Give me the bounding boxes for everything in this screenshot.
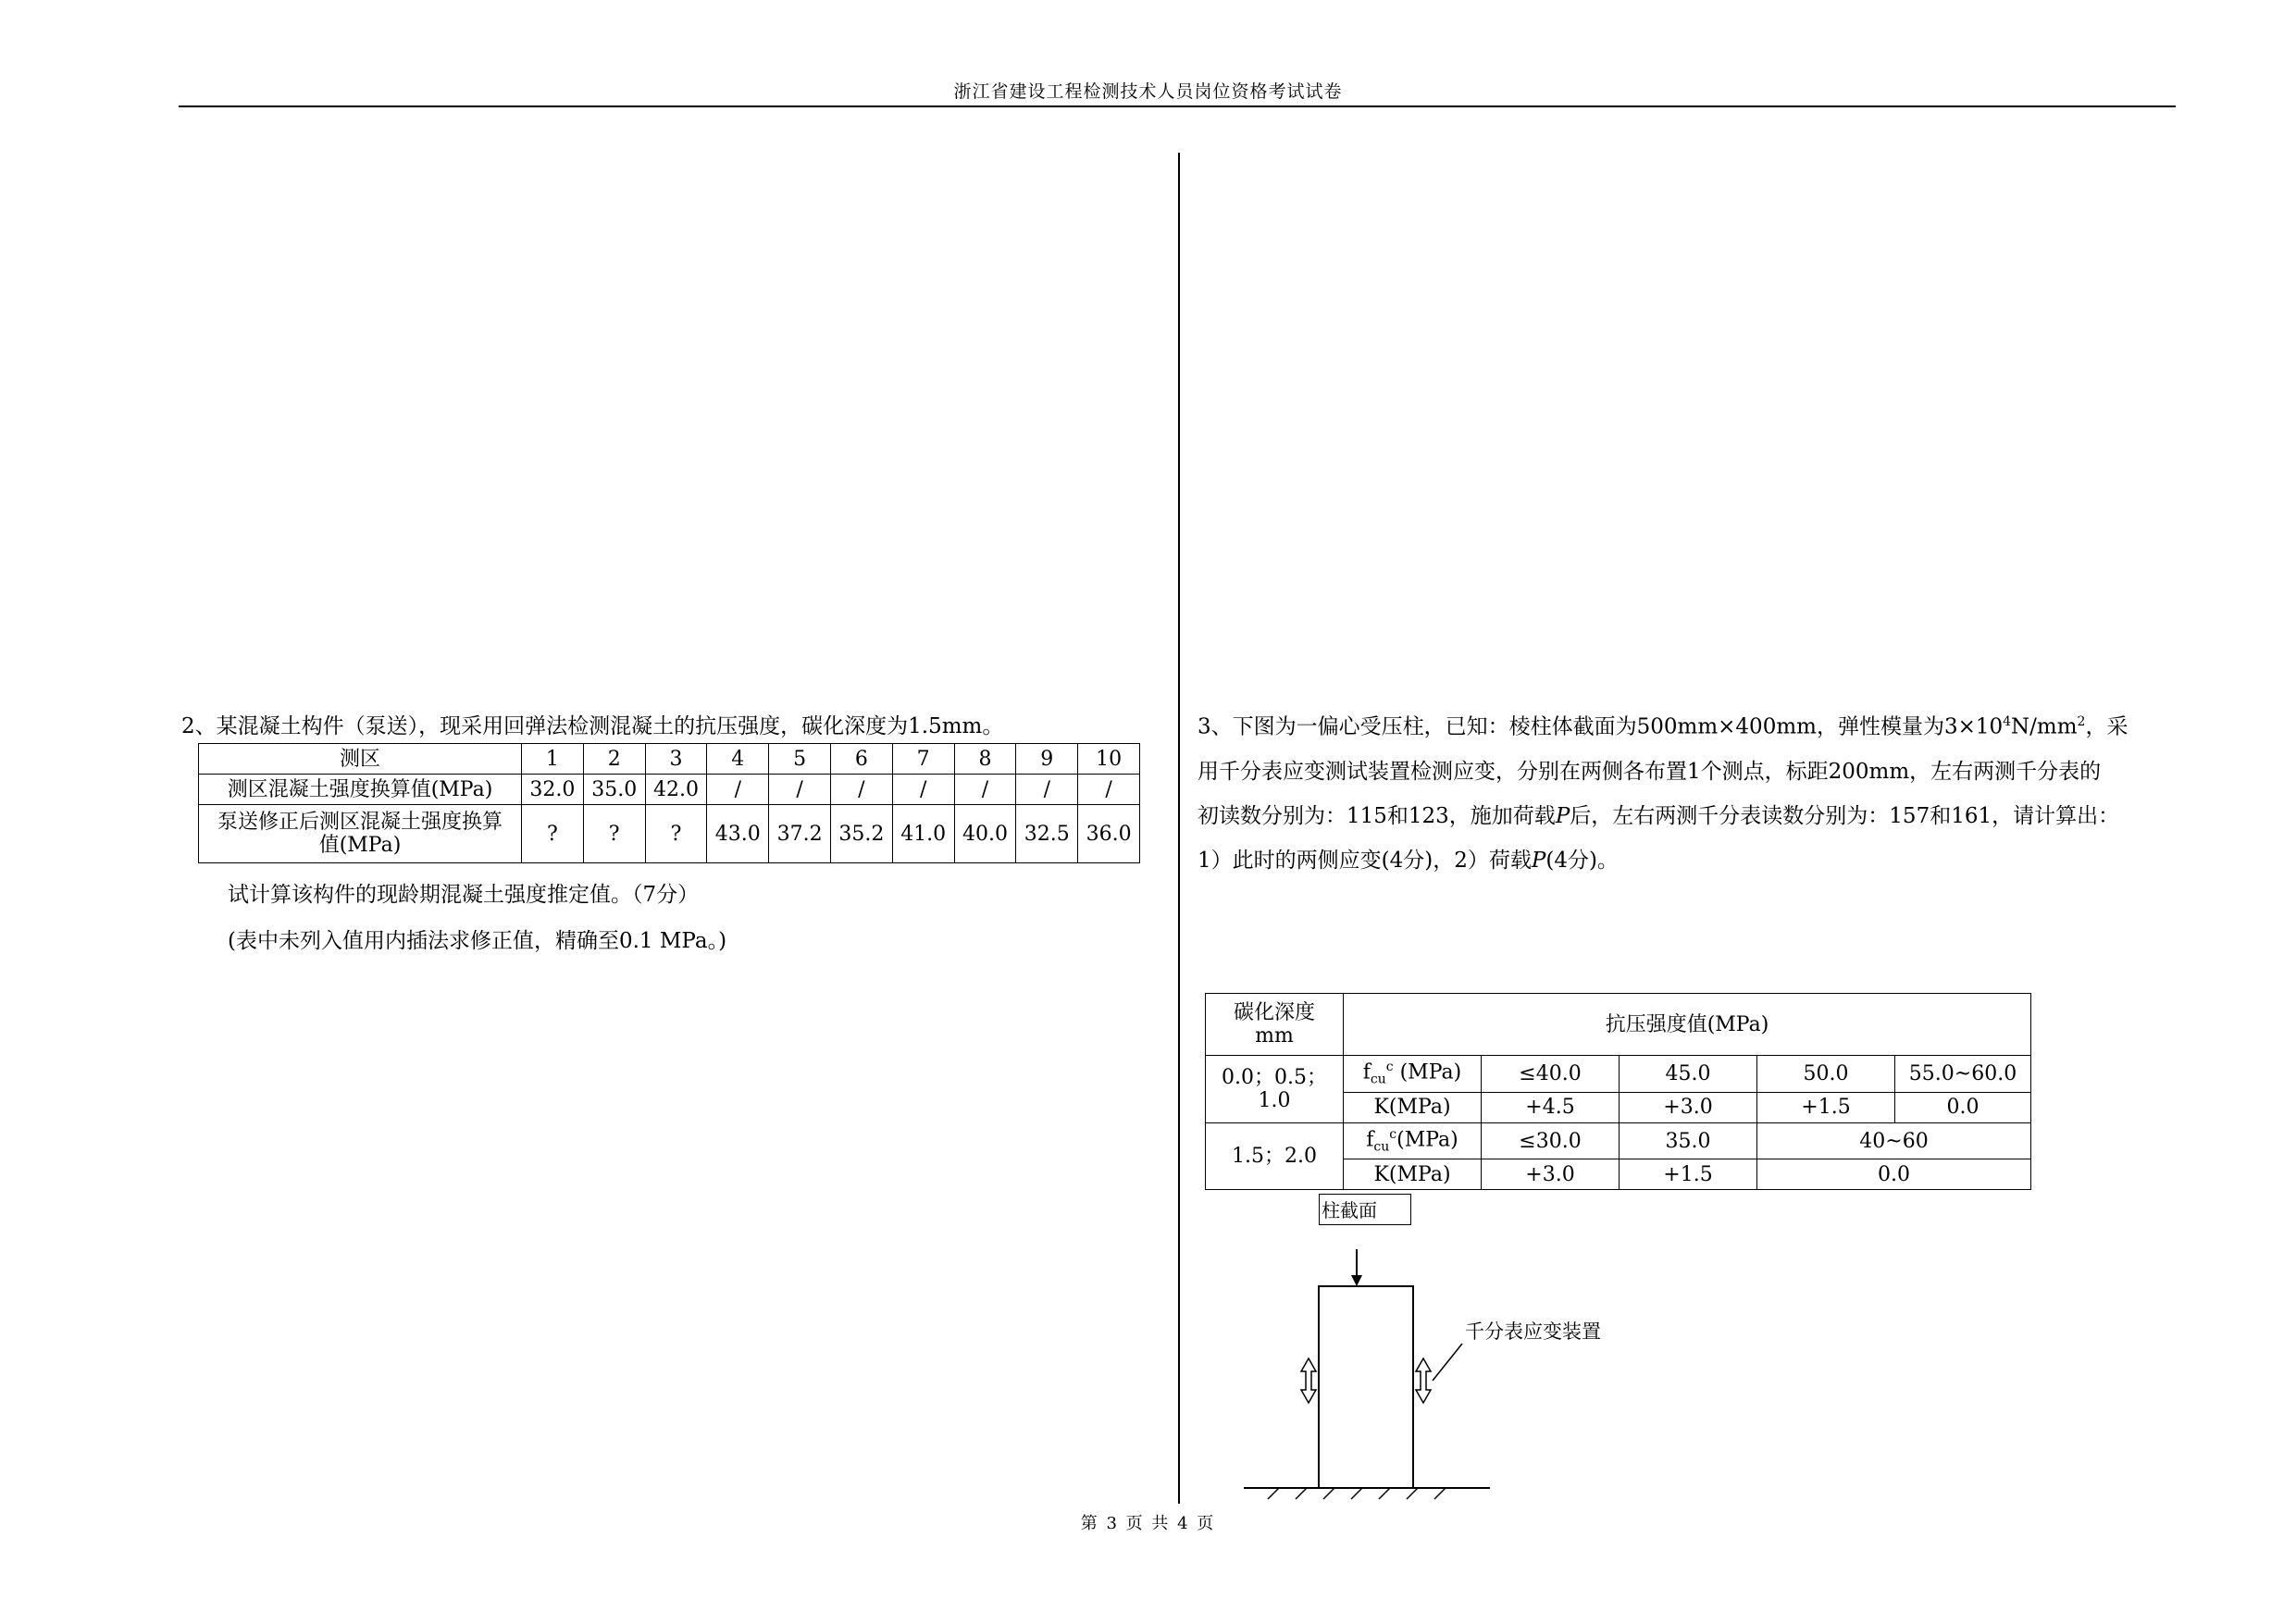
table-cell: +3.0 <box>1482 1159 1620 1190</box>
fcu-superscript: c <box>1389 1126 1397 1142</box>
table-cell: 泵送修正后测区混凝土强度换算值(MPa) <box>199 805 522 863</box>
table-cell: / <box>830 775 892 805</box>
q3-line1-end: ，采 <box>2085 714 2128 739</box>
table-cell: ≤30.0 <box>1482 1122 1620 1159</box>
q2-table <box>198 743 1140 863</box>
correction-table <box>1205 993 2031 1190</box>
table-cell: 35.0 <box>583 775 645 805</box>
q3-line1-text: 3、下图为一偏心受压柱，已知：棱柱体截面为500mm×400mm，弹性模量为3×10 <box>1198 714 2004 739</box>
column-diagram <box>1231 1221 1508 1508</box>
table-cell: 9 <box>1016 744 1078 775</box>
table-cell: 35.2 <box>830 805 892 863</box>
k-label: K(MPa) <box>1344 1092 1482 1122</box>
table-cell: / <box>892 775 954 805</box>
table-cell: / <box>1016 775 1078 805</box>
table-cell: ? <box>522 805 584 863</box>
table-cell: 37.2 <box>769 805 831 863</box>
carbonation-unit: mm <box>1255 1024 1294 1048</box>
q2-note: (表中未列入值用内插法求修正值，精确至0.1 MPa。) <box>228 929 727 953</box>
fcu-symbol: f <box>1362 1060 1371 1085</box>
q3-line1 <box>1198 700 2178 750</box>
q3-load-symbol: P <box>1555 803 1570 828</box>
table-row <box>199 775 1140 805</box>
table-cell: +4.5 <box>1482 1092 1620 1122</box>
ground-hatch <box>1268 1488 1446 1499</box>
column-divider <box>1178 153 1180 1504</box>
table-cell: 测区 <box>199 744 522 775</box>
table-cell: 7 <box>892 744 954 775</box>
fcu-subscript: cu <box>1373 1139 1390 1155</box>
table-row <box>1206 1122 2031 1159</box>
fcu-label <box>1344 1122 1482 1159</box>
table-cell: 42.0 <box>645 775 707 805</box>
table-cell: 6 <box>830 744 892 775</box>
q3-unit: N/mm <box>2011 714 2078 739</box>
table-cell: 2 <box>583 744 645 775</box>
fcu-subscript: cu <box>1370 1072 1386 1087</box>
q3-line4-b: (4分)。 <box>1545 848 1619 873</box>
k-label: K(MPa) <box>1344 1159 1482 1190</box>
q2-task: 试计算该构件的现龄期混凝土强度推定值。（7分） <box>228 883 700 907</box>
gauge-leader-line <box>1433 1344 1462 1381</box>
table-cell: 5 <box>769 744 831 775</box>
table-cell: ? <box>583 805 645 863</box>
right-gauge-icon <box>1416 1358 1431 1403</box>
strength-header: 抗压强度值(MPa) <box>1344 994 2031 1056</box>
table-cell: 36.0 <box>1078 805 1140 863</box>
table-cell: 32.0 <box>522 775 584 805</box>
table-cell: 35.0 <box>1620 1122 1757 1159</box>
table-cell: +1.5 <box>1620 1159 1757 1190</box>
q3-line3 <box>1198 794 2178 838</box>
page-number: 第 3 页 共 4 页 <box>1080 1514 1216 1533</box>
q3-load-symbol-2: P <box>1531 848 1546 873</box>
q3-exponent: 4 <box>2003 714 2012 729</box>
gauge-label: 千分表应变装置 <box>1465 1320 1601 1343</box>
table-cell: +1.5 <box>1757 1092 1895 1122</box>
table-row <box>1206 994 2031 1056</box>
q2-text: 2、某混凝土构件（泵送），现采用回弹法检测混凝土的抗压强度，碳化深度为1.5mm。 <box>181 714 1004 738</box>
table-cell: / <box>769 775 831 805</box>
q3-line3-a: 初读数分别为：115和123，施加荷载 <box>1198 803 1556 828</box>
carbonation-header: 碳化深度 <box>1233 1001 1315 1024</box>
q3-line4 <box>1198 838 2178 883</box>
table-cell: 50.0 <box>1757 1056 1895 1093</box>
table-cell: / <box>707 775 769 805</box>
table-cell: 45.0 <box>1620 1056 1757 1093</box>
depth-label: 0.0；0.5； <box>1222 1065 1327 1089</box>
table-cell: 0.0 <box>1895 1092 2031 1122</box>
table-cell: 4 <box>707 744 769 775</box>
table-row <box>199 744 1140 775</box>
fcu-label <box>1344 1056 1482 1093</box>
column-body <box>1319 1286 1413 1488</box>
table-cell: 测区混凝土强度换算值(MPa) <box>199 775 522 805</box>
fcu-unit: (MPa) <box>1396 1128 1458 1152</box>
depth-label-2: 1.0 <box>1258 1088 1291 1112</box>
table-cell: 40.0 <box>954 805 1016 863</box>
table-cell: 0.0 <box>1757 1159 2031 1190</box>
table-cell: 1 <box>522 744 584 775</box>
table-cell: 43.0 <box>707 805 769 863</box>
header-rule <box>179 105 2176 107</box>
table-cell: 8 <box>954 744 1016 775</box>
table-cell: +3.0 <box>1620 1092 1757 1122</box>
q3-exponent-2: 2 <box>2077 714 2086 729</box>
table-row <box>199 805 1140 863</box>
table-cell: / <box>954 775 1016 805</box>
table-row <box>1206 1056 2031 1093</box>
table-cell: 40~60 <box>1757 1122 2031 1159</box>
table-cell <box>1206 1056 1344 1123</box>
table-cell: 32.5 <box>1016 805 1078 863</box>
left-gauge-icon <box>1301 1358 1316 1403</box>
table-cell: / <box>1078 775 1140 805</box>
fcu-unit: (MPa) <box>1393 1060 1462 1085</box>
table-cell: 10 <box>1078 744 1140 775</box>
fcu-superscript: c <box>1385 1060 1394 1074</box>
q3-line4-a: 1）此时的两侧应变(4分)，2）荷载 <box>1198 848 1532 873</box>
table-cell: ≤40.0 <box>1482 1056 1620 1093</box>
q3-line3-b: 后，左右两测千分表读数分别为：157和161，请计算出： <box>1570 803 2120 828</box>
exam-header-title: 浙江省建设工程检测技术人员岗位资格考试试卷 <box>953 81 1343 102</box>
table-cell: 55.0~60.0 <box>1895 1056 2031 1093</box>
q3-line2: 用千分表应变测试装置检测应变，分别在两侧各布置1个测点，标距200mm，左右两测千分表的 <box>1198 759 2102 784</box>
depth-label-group2: 1.5；2.0 <box>1206 1122 1344 1190</box>
table-cell: ? <box>645 805 707 863</box>
table-cell <box>1206 994 1344 1056</box>
q3-text <box>1198 700 2178 883</box>
table-cell: 3 <box>645 744 707 775</box>
fcu-symbol: f <box>1366 1128 1374 1152</box>
table-cell: 41.0 <box>892 805 954 863</box>
column-section-label: 柱截面 <box>1319 1194 1411 1225</box>
load-arrow-head <box>1351 1275 1362 1286</box>
